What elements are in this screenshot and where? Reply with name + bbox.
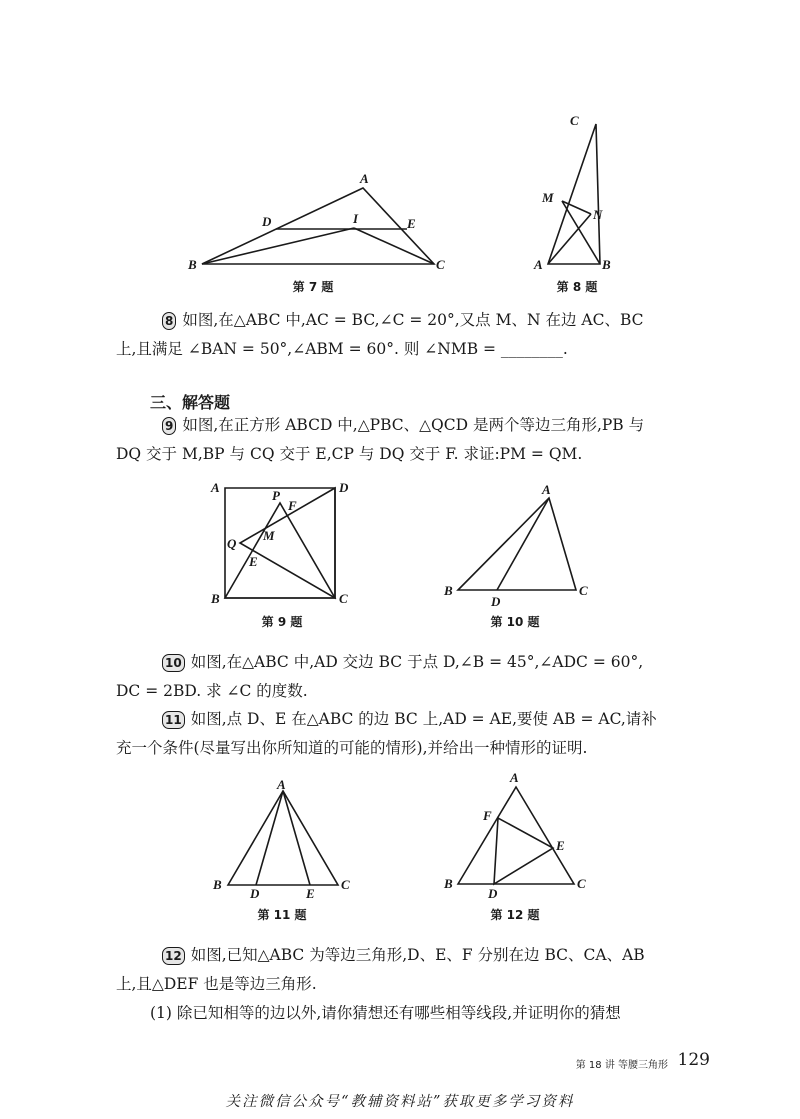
- label-a: A: [542, 482, 551, 497]
- figure-12-diagram: [440, 770, 600, 900]
- segment-ic: [354, 228, 434, 264]
- problem-8: [116, 306, 688, 364]
- label-e: E: [556, 838, 565, 853]
- label-b: B: [602, 257, 611, 272]
- segment-bi: [202, 228, 354, 264]
- section-heading: 三、解答题: [150, 393, 231, 412]
- problem-8-line-1: 8 如图,在△ABC 中,AC = BC,∠C = 20°,又点 M、N 在边 AC、BC: [116, 306, 688, 335]
- caption-figure-9: 第 9 题: [261, 615, 303, 629]
- label-c: C: [341, 877, 350, 892]
- label-e: E: [306, 886, 315, 901]
- figure-10-diagram: [440, 480, 600, 610]
- figure-7-diagram: [180, 168, 460, 278]
- problem-9: [116, 411, 688, 469]
- label-a: A: [277, 777, 286, 792]
- problem-11: [116, 705, 688, 763]
- label-a: A: [534, 257, 543, 272]
- triangle-abc: [458, 498, 576, 590]
- label-b: B: [188, 257, 197, 272]
- label-m: M: [542, 190, 554, 205]
- wechat-banner: 关注微信公众号“教辅资料站”获取更多学习资料: [225, 1094, 575, 1110]
- figure-7: [180, 168, 460, 278]
- problem-12-line-1: 12 如图,已知△ABC 为等边三角形,D、E、F 分别在边 BC、CA、AB: [116, 941, 688, 970]
- caption-figure-10: 第 10 题: [490, 615, 540, 629]
- problem-12-sub-1: (1) 除已知相等的边以外,请你猜想还有哪些相等线段,并证明你的猜想: [150, 1004, 621, 1022]
- figure-8-diagram: [530, 110, 630, 275]
- label-i: I: [353, 211, 359, 226]
- triangle-abc: [202, 188, 434, 264]
- label-b: B: [211, 591, 220, 606]
- label-c: C: [436, 257, 445, 272]
- label-c: C: [579, 583, 588, 598]
- figure-9: [205, 476, 365, 616]
- label-n: N: [593, 207, 603, 222]
- figure-10: [440, 480, 600, 610]
- problem-number-11: 11: [162, 711, 185, 729]
- caption-figure-7: 第 7 题: [292, 280, 334, 294]
- segment-ad: [256, 791, 283, 885]
- triangle-abc: [228, 791, 338, 885]
- label-f: F: [288, 498, 297, 513]
- problem-number-10: 10: [162, 654, 185, 672]
- label-p: P: [272, 488, 280, 503]
- figure-11: [210, 777, 360, 902]
- label-a: A: [360, 171, 369, 186]
- label-a: A: [211, 480, 220, 495]
- problem-10: [116, 648, 688, 706]
- label-d: D: [491, 594, 501, 609]
- page-number: 129: [677, 1050, 710, 1070]
- problem-11-line-1: 11 如图,点 D、E 在△ABC 的边 BC 上,AD = AE,要使 AB = AC,请补: [116, 705, 688, 734]
- label-e: E: [407, 216, 416, 231]
- label-d: D: [488, 886, 498, 901]
- problem-number-9: 9: [162, 417, 176, 435]
- problem-12: [116, 941, 688, 1028]
- problem-8-line-2: 上,且满足 ∠BAN = 50°,∠ABM = 60°. 则 ∠NMB = ________.: [116, 340, 568, 358]
- figure-9-diagram: [205, 476, 365, 616]
- label-a: A: [510, 770, 519, 785]
- label-d: D: [250, 886, 260, 901]
- segment-ae: [283, 791, 310, 885]
- page-footer: [560, 1050, 710, 1074]
- figure-11-diagram: [210, 777, 360, 902]
- label-b: B: [444, 583, 453, 598]
- label-c: C: [339, 591, 348, 606]
- triangle-pbc: [225, 503, 335, 598]
- label-d: D: [262, 214, 272, 229]
- label-e: E: [249, 554, 258, 569]
- problem-10-line-1: 10 如图,在△ABC 中,AD 交边 BC 于点 D,∠B = 45°,∠ADC = 60°,: [116, 648, 688, 677]
- problem-9-line-2: DQ 交于 M,BP 与 CQ 交于 E,CP 与 DQ 交于 F. 求证:PM = QM.: [116, 445, 583, 463]
- triangle-abc: [458, 787, 574, 884]
- problem-11-line-2: 充一个条件(尽量写出你所知道的可能的情形),并给出一种情形的证明.: [116, 739, 588, 757]
- label-c: C: [570, 113, 579, 128]
- segment-ad: [497, 498, 549, 590]
- label-m: M: [263, 528, 275, 543]
- figure-12: [440, 770, 600, 900]
- label-b: B: [444, 876, 453, 891]
- problem-12-line-2: 上,且△DEF 也是等边三角形.: [116, 975, 317, 993]
- label-c: C: [577, 876, 586, 891]
- caption-figure-11: 第 11 题: [257, 908, 307, 922]
- triangle-abc: [548, 124, 600, 264]
- label-d: D: [339, 480, 349, 495]
- label-q: Q: [227, 536, 237, 551]
- figure-8: [530, 110, 630, 275]
- problem-number-12: 12: [162, 947, 185, 965]
- problem-9-line-1: 9 如图,在正方形 ABCD 中,△PBC、△QCD 是两个等边三角形,PB 与: [116, 411, 688, 440]
- lesson-title: 第 18 讲 等腰三角形: [575, 1060, 668, 1071]
- caption-figure-12: 第 12 题: [490, 908, 540, 922]
- label-b: B: [213, 877, 222, 892]
- label-f: F: [483, 808, 492, 823]
- triangle-def: [494, 818, 553, 884]
- problem-number-8: 8: [162, 312, 176, 330]
- caption-figure-8: 第 8 题: [556, 280, 598, 294]
- problem-10-line-2: DC = 2BD. 求 ∠C 的度数.: [116, 682, 308, 700]
